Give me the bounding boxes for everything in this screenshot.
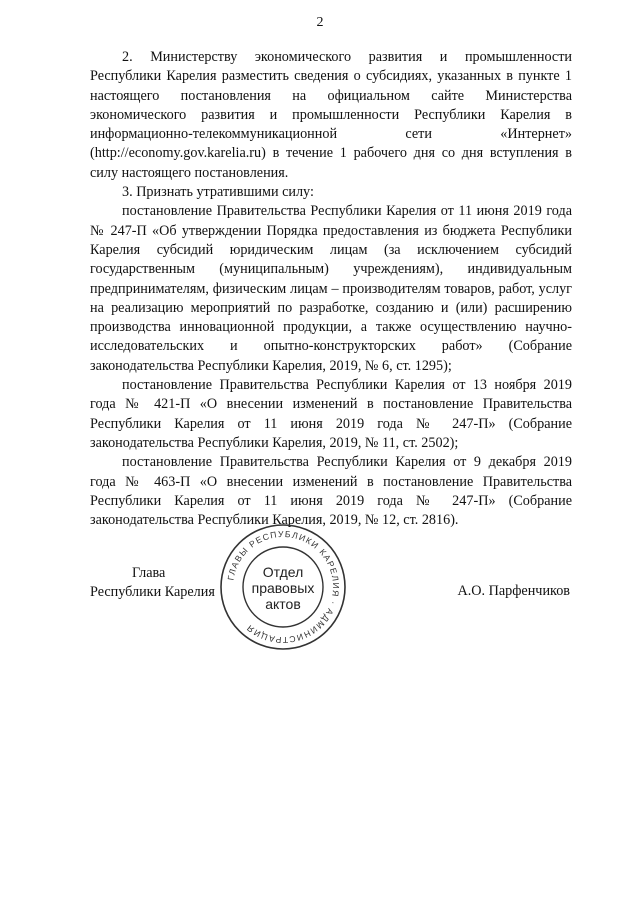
stamp-ring-text: ГЛАВЫ РЕСПУБЛИКИ КАРЕЛИЯ · АДМИНИСТРАЦИЯ bbox=[225, 528, 342, 646]
signatory-name: А.О. Парфенчиков bbox=[457, 583, 570, 599]
repealed-decree-247: постановление Правительства Республики Карелия от 11 июня 2019 года № 247-П «Об утверждении Порядка предоставления из бюджета Республики Карелия субсидий юридическим лицам (за исключением субсидий государственным (муниципальным) учреждениям), индивидуальным предпринимателям, физическим лицам – производителям товаров, работ, услуг на реализацию мероприятий по разработке, созданию и (или) расширению производства инновационной продукции, а также осуществлению научно-исследовательских и опытно-конструкторских работ» (Собрание законодательства Республики Карелия, 2019, № 6, ст. 1295); bbox=[90, 203, 572, 374]
stamp-center-line3: актов bbox=[265, 596, 301, 612]
signature-block bbox=[0, 520, 640, 660]
stamp-center-text bbox=[218, 564, 348, 612]
repealed-decree-463: постановление Правительства Республики Карелия от 9 декабря 2019 года № 463-П «О внесении изменений в постановление Правительства Республики Карелия от 11 июня 2019 года № 247-П» (Собрание законодательства Республики Карелия, 2019, № 12, ст. 2816). bbox=[90, 454, 572, 529]
signatory-title bbox=[90, 564, 215, 603]
page-number: 2 bbox=[316, 15, 324, 30]
signatory-title-line1: Глава bbox=[132, 565, 166, 581]
stamp-center-line1: Отдел bbox=[262, 564, 304, 580]
stamp-center-line2: правовых bbox=[251, 580, 315, 596]
repealed-decree-421: постановление Правительства Республики Карелия от 13 ноября 2019 года № 421-П «О внесении изменений в постановление Правительства Республики Карелия от 11 июня 2019 года № 247-П» (Собрание законодательства Республики Карелия, 2019, № 11, ст. 2502); bbox=[90, 377, 572, 451]
paragraph-item-2: 2. Министерству экономического развития и промышленности Республики Карелия разместить сведения о субсидиях, указанных в пункте 1 настоящего постановления на официальном сайте Министерства экономического развития и промышленности Республики Карелия в информационно-телекоммуникационной сети «Интернет» (http://economy.gov.karelia.ru) в течение 1 рабочего дня со дня вступления в силу настоящего постановления. bbox=[90, 49, 572, 181]
signatory-title-line2: Республики Карелия bbox=[90, 584, 215, 601]
document-body bbox=[90, 48, 572, 530]
paragraph-item-3: 3. Признать утратившими силу: bbox=[122, 184, 314, 201]
